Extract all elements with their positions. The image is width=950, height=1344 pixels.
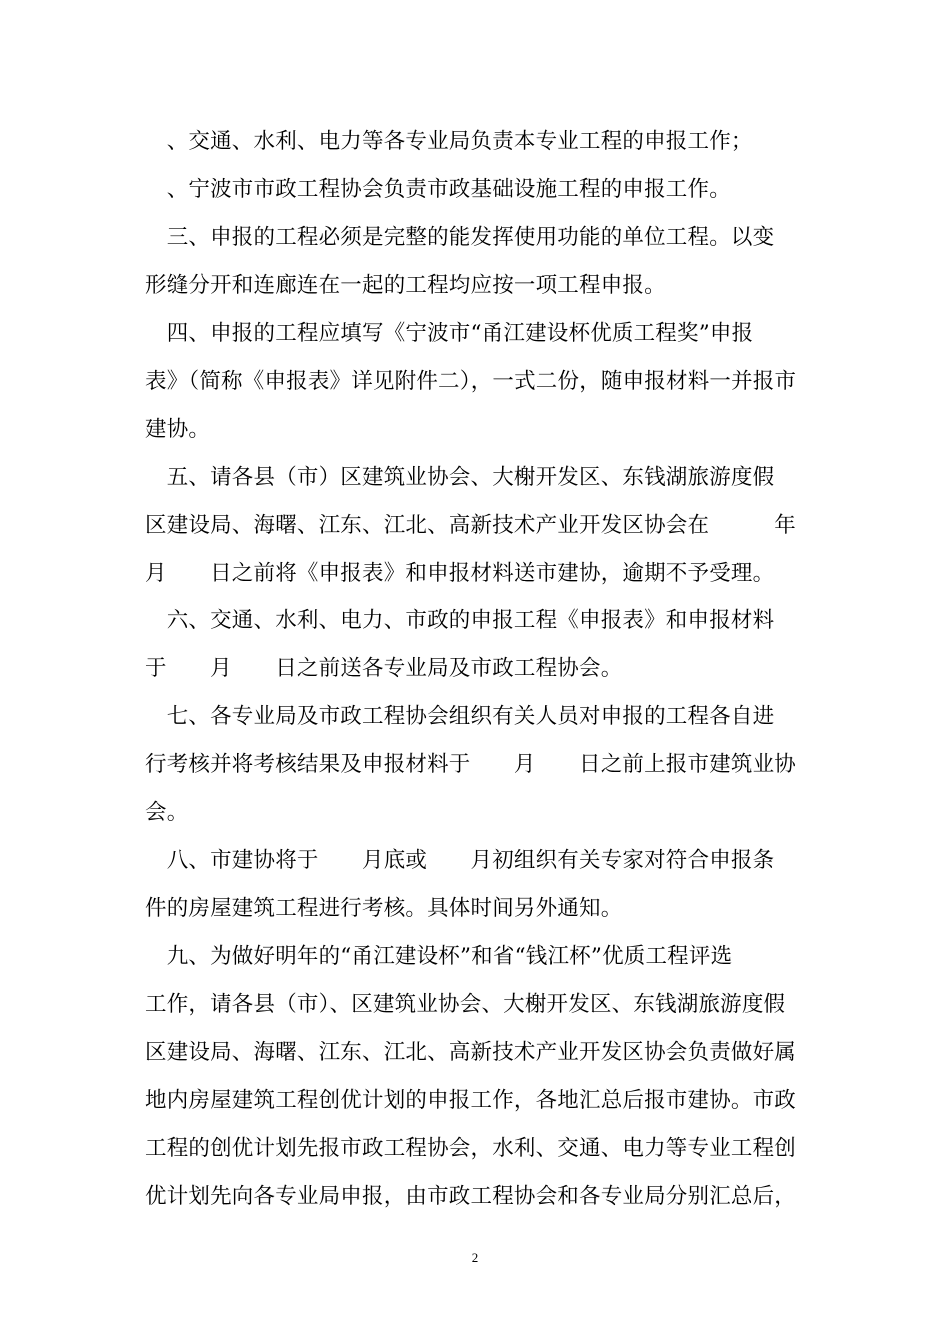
text-line: 表》（简称《申报表》详见附件二），一式二份，随申报材料一并报市	[145, 369, 797, 394]
text-line: 、交通、水利、电力等各专业局负责本专业工程的申报工作；	[145, 129, 753, 154]
text-line: 工程的创优计划先报市政工程协会，水利、交通、电力等专业工程创	[145, 1136, 797, 1161]
text-line: 四、申报的工程应填写《宁波市“甬江建设杯优质工程奖”申报	[145, 321, 754, 346]
text-line: 三、申报的工程必须是完整的能发挥使用功能的单位工程。以变	[145, 225, 775, 250]
text-line: 六、交通、水利、电力、市政的申报工程《申报表》和申报材料	[145, 608, 775, 633]
text-line: 优计划先向各专业局申报，由市政工程协会和各专业局分别汇总后，	[145, 1184, 797, 1209]
text-line: 建协。	[145, 417, 211, 442]
text-line: 区建设局、海曙、江东、江北、高新技术产业开发区协会在 年	[145, 513, 797, 538]
text-line: 九、为做好明年的“甬江建设杯”和省“钱江杯”优质工程评选	[145, 944, 733, 969]
text-line: 行考核并将考核结果及申报材料于 月 日之前上报市建筑业协	[145, 752, 797, 777]
text-line: 于 月 日之前送各专业局及市政工程协会。	[145, 656, 623, 681]
text-line: 形缝分开和连廊连在一起的工程均应按一项工程申报。	[145, 273, 666, 298]
text-line: 工作，请各县（市）、区建筑业协会、大榭开发区、东钱湖旅游度假	[145, 992, 786, 1017]
text-line: 七、各专业局及市政工程协会组织有关人员对申报的工程各自进	[145, 704, 775, 729]
page-number: 2	[471, 1250, 479, 1265]
text-line: 地内房屋建筑工程创优计划的申报工作，各地汇总后报市建协。市政	[145, 1088, 797, 1113]
text-line: 会。	[145, 800, 189, 825]
text-line: 月 日之前将《申报表》和申报材料送市建协，逾期不予受理。	[145, 561, 775, 586]
text-line: 区建设局、海曙、江东、江北、高新技术产业开发区协会负责做好属	[145, 1040, 797, 1065]
text-line: 五、请各县（市）区建筑业协会、大榭开发区、东钱湖旅游度假	[145, 465, 775, 490]
text-line: 八、市建协将于 月底或 月初组织有关专家对符合申报条	[145, 848, 775, 873]
text-line: 件的房屋建筑工程进行考核。具体时间另外通知。	[145, 896, 623, 921]
text-line: 、宁波市市政工程协会负责市政基础设施工程的申报工作。	[145, 177, 731, 202]
